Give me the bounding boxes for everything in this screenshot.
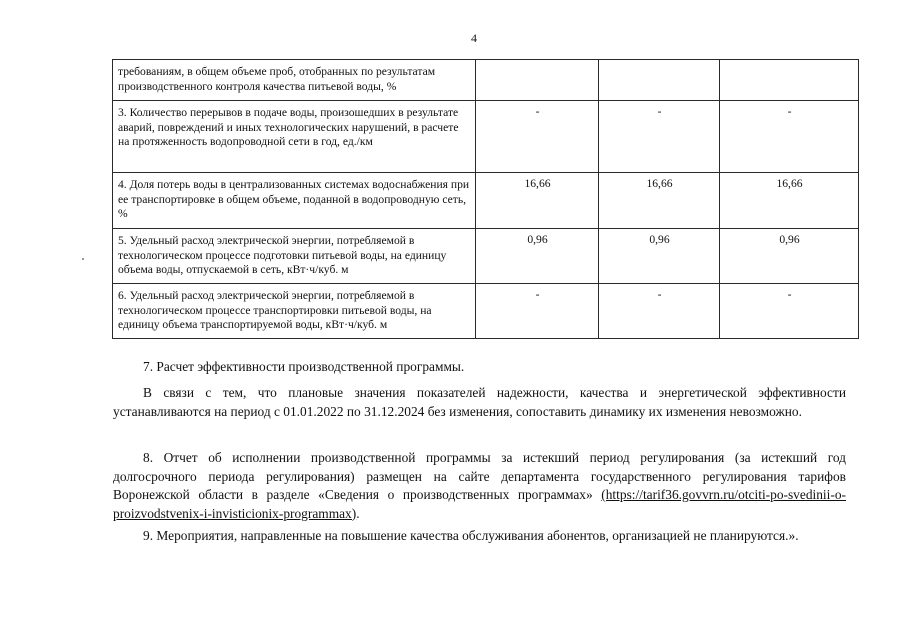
indicator-value: -: [476, 101, 599, 173]
indicator-value: -: [599, 101, 720, 173]
page-number: 4: [471, 31, 477, 45]
indicator-value: 0,96: [599, 229, 720, 284]
indicator-value: 16,66: [720, 173, 859, 229]
indicators-table: [112, 59, 859, 339]
table-row: [113, 101, 859, 173]
table-row: [113, 173, 859, 229]
efficiency-paragraph: В связи с тем, что плановые значения показателей надежности, качества и энергетической эффективности устанавливаются на период с 01.01.2022 по 31.12.2024 без изменения, сопоставить динамику их изменения невозможно.: [113, 385, 846, 419]
indicator-value: [599, 60, 720, 101]
table-row: [113, 229, 859, 284]
indicator-value: 16,66: [476, 173, 599, 229]
section-9-paragraph: 9. Мероприятия, направленные на повышение качества обслуживания абонентов, организацией не планируются.».: [143, 528, 799, 543]
scan-speck: [82, 258, 84, 260]
indicator-value: 0,96: [476, 229, 599, 284]
indicator-label: требованиям, в общем объеме проб, отобранных по результатам производственного контроля качества питьевой воды, %: [113, 60, 476, 101]
indicator-value: -: [720, 284, 859, 339]
section-8-text: 8. Отчет об исполнении производственной программы за истекший период регулирования (за истекший год долгосрочного периода регулирования) размещен на сайте департамента государственного регулирования тарифов Воронежской области в разделе «Сведения о производственных программах»: [113, 450, 846, 502]
indicator-value: [476, 60, 599, 101]
indicator-value: -: [599, 284, 720, 339]
table-row: [113, 60, 859, 101]
indicator-value: [720, 60, 859, 101]
section-8-paragraph: [113, 449, 846, 523]
indicator-label: 3. Количество перерывов в подаче воды, произошедших в результате аварий, повреждений и иных технологических нарушений, в расчете на протяженность водопроводной сети в год, ед./км: [113, 101, 476, 173]
indicator-label: 4. Доля потерь воды в централизованных системах водоснабжения при ее транспортировке в общем объеме, поданной в водопроводную сеть, %: [113, 173, 476, 229]
table-row: [113, 284, 859, 339]
report-link[interactable]: (https://tarif36.govvrn.ru/otciti-po-svedinii-o-proizvodstvenix-i-invisticionix-programmax): [113, 487, 846, 521]
indicator-label: 5. Удельный расход электрической энергии, потребляемой в технологическом процессе подготовки питьевой воды, на единицу объема воды, отпускаемой в сеть, кВт·ч/куб. м: [113, 229, 476, 284]
indicator-value: -: [720, 101, 859, 173]
section-8-end: .: [356, 505, 360, 521]
indicator-value: 16,66: [599, 173, 720, 229]
section-7-heading: 7. Расчет эффективности производственной программы.: [143, 359, 465, 374]
indicator-value: 0,96: [720, 229, 859, 284]
indicator-label: 6. Удельный расход электрической энергии, потребляемой в технологическом процессе транспортировки питьевой воды, на единицу объема транспортируемой воды, кВт·ч/куб. м: [113, 284, 476, 339]
indicator-value: -: [476, 284, 599, 339]
